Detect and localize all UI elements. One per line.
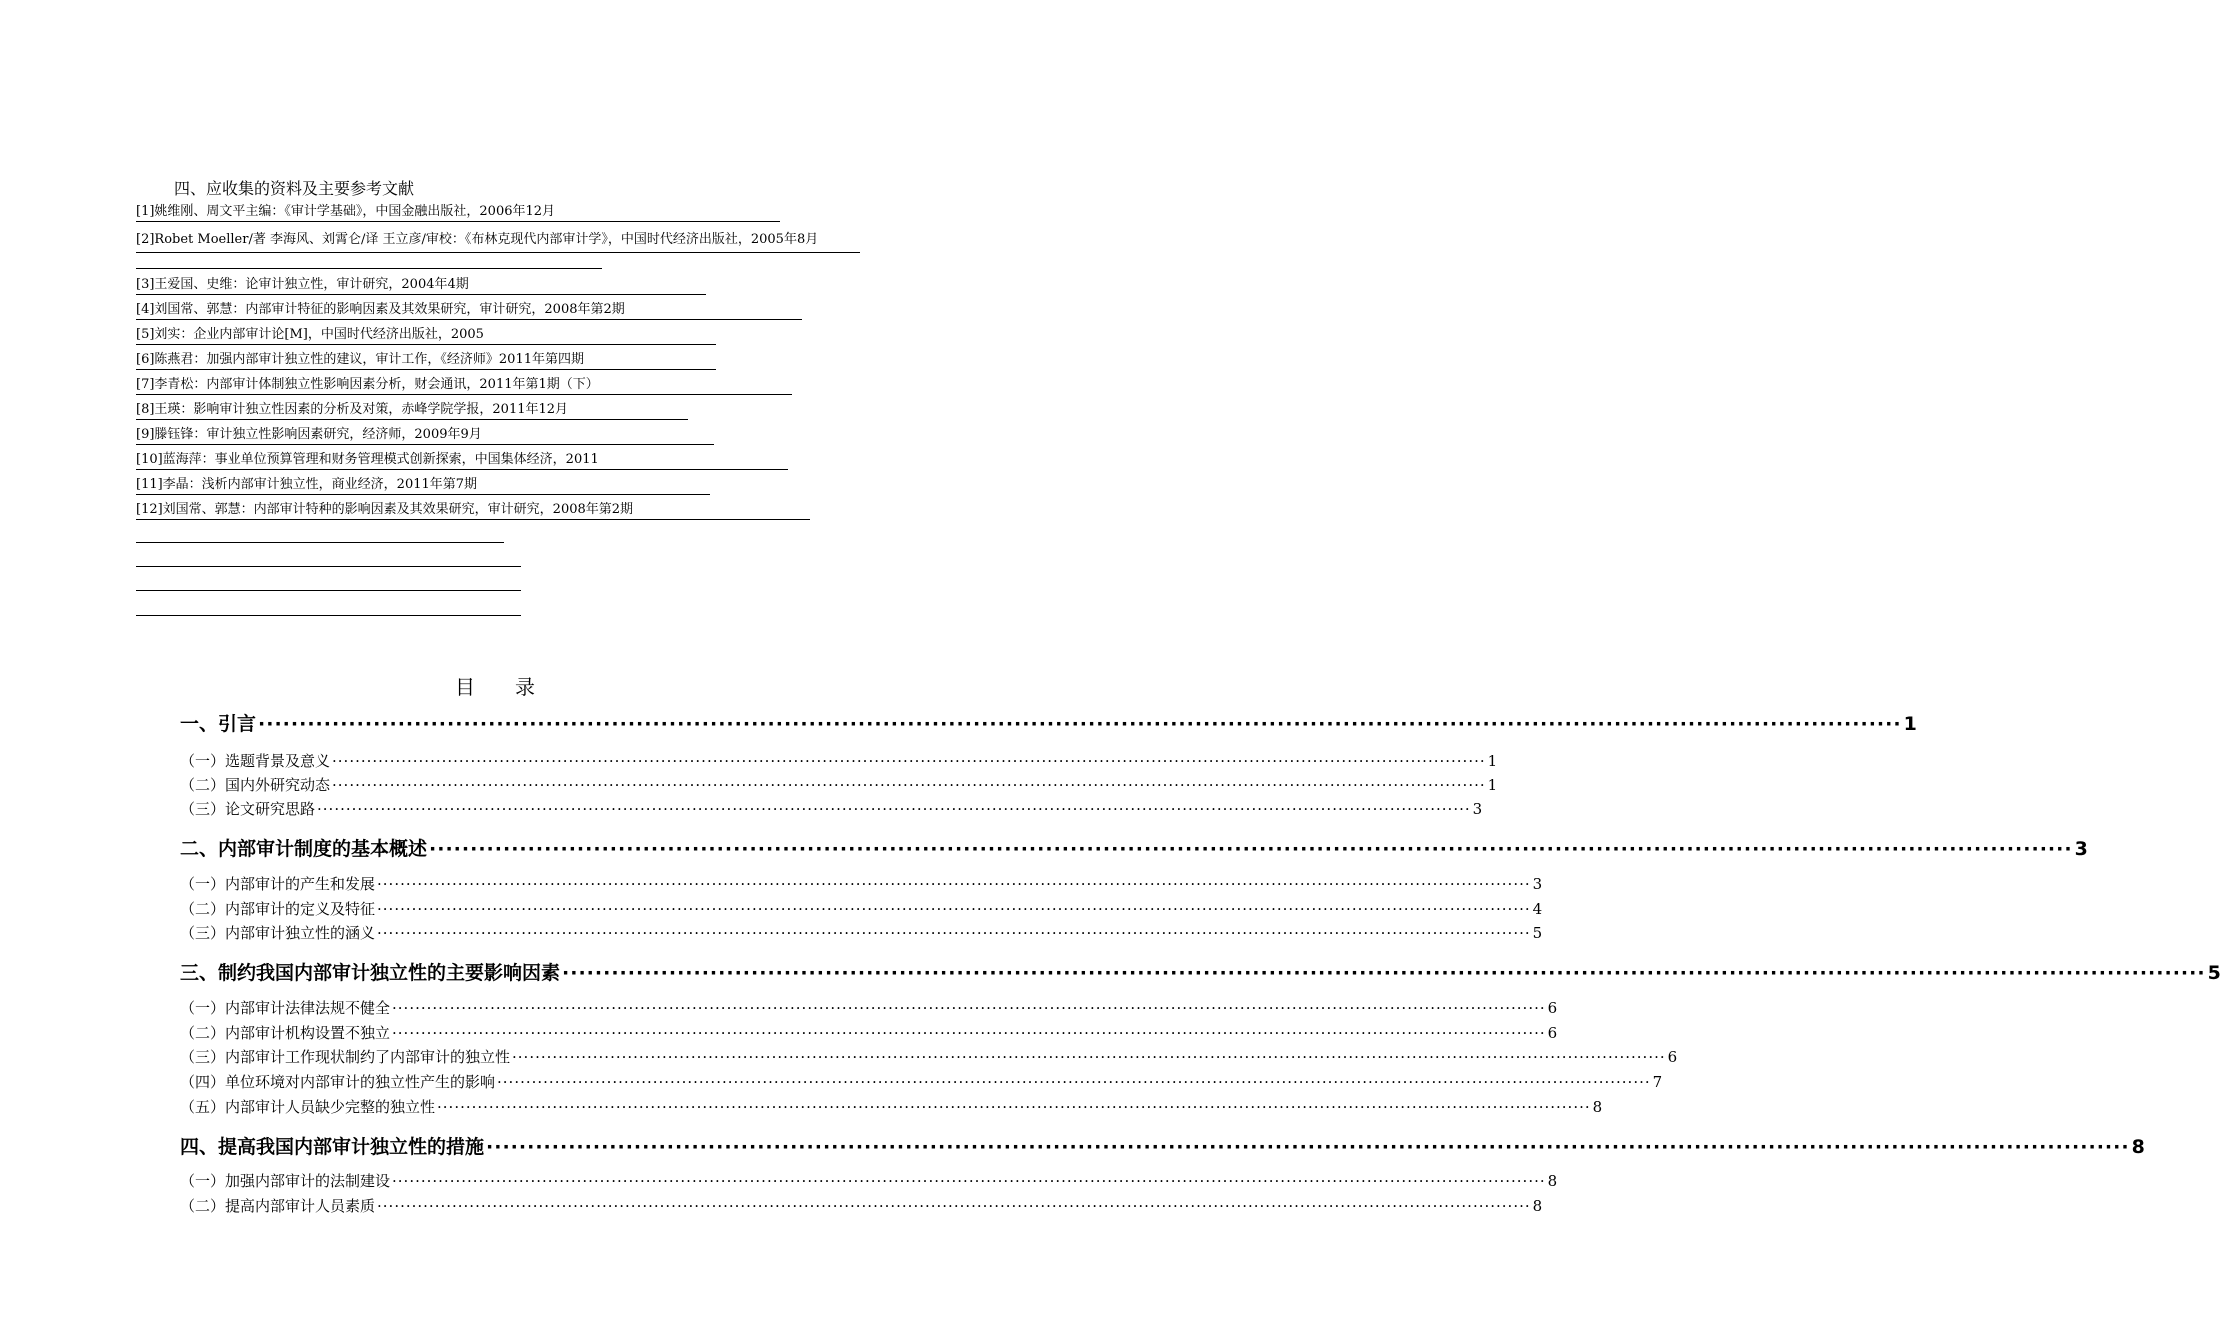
toc-item [180,922,1543,943]
toc-page-number: 1 [1487,776,1498,794]
toc-page-number: 6 [1667,1048,1678,1066]
toc-item-title: （二）内部审计的定义及特征 [180,900,376,918]
toc-item [180,1195,1543,1216]
toc-leader: ········································································································································································································ [258,713,1902,735]
reference-underline [136,268,602,269]
toc-leader: ········································································································································································································ [512,1048,1666,1066]
toc-leader: ········································································································································································································ [317,800,1471,818]
toc-leader: ········································································································································································································ [392,1024,1546,1042]
blank-line [136,615,521,616]
reference-item: [1]姚维刚、周文平主编：《审计学基础》，中国金融出版社，2006年12月 [136,204,780,222]
toc-item [180,898,1543,919]
toc-page-number: 8 [2131,1136,2145,1158]
toc-item-title: （三）内部审计工作现状制约了内部审计的独立性 [180,1048,511,1066]
reference-item: [8]王瑛：影响审计独立性因素的分析及对策，赤峰学院学报，2011年12月 [136,402,688,420]
toc-item [180,1096,1603,1117]
toc-section-title: 三、制约我国内部审计独立性的主要影响因素 [180,962,561,984]
toc-leader: ········································································································································································································ [437,1098,1591,1116]
toc-section [180,834,2088,861]
toc-page-number: 1 [1903,713,1917,735]
toc-leader: ········································································································································································································ [377,900,1531,918]
toc-item-title: （二）国内外研究动态 [180,776,331,794]
toc-item [180,774,1498,795]
toc-leader: ········································································································································································································ [377,924,1531,942]
toc-page-number: 8 [1592,1098,1603,1116]
toc-section [180,958,2221,985]
toc-item [180,1170,1558,1191]
toc-section [180,1132,2145,1159]
toc-item-title: （四）单位环境对内部审计的独立性产生的影响 [180,1073,496,1091]
toc-leader: ········································································································································································································ [377,1197,1531,1215]
toc-section-title: 一、引言 [180,713,257,735]
toc-page-number: 6 [1547,999,1558,1017]
toc-page-number: 7 [1652,1073,1663,1091]
reference-item: [2]Robet Moeller/著 李海风、刘霄仑/译 王立彦/审校：《布林克现代内部审计学》，中国时代经济出版社，2005年8月 [136,228,860,253]
toc-page-number: 3 [2074,838,2088,860]
section-title: 四、应收集的资料及主要参考文献 [174,179,415,198]
toc-leader: ········································································································································································································ [377,875,1531,893]
toc-item [180,1022,1558,1043]
toc-page-number: 4 [1532,900,1543,918]
toc-item-title: （二）提高内部审计人员素质 [180,1197,376,1215]
toc-leader: ········································································································································································································ [332,776,1486,794]
toc-leader: ········································································································································································································ [392,999,1546,1017]
toc-leader: ········································································································································································································ [562,962,2206,984]
toc-leader: ········································································································································································································ [429,838,2073,860]
toc-page-number: 6 [1547,1024,1558,1042]
blank-line [136,542,504,543]
toc-item-title: （三）内部审计独立性的涵义 [180,924,376,942]
toc-leader: ········································································································································································································ [497,1073,1651,1091]
toc-section [180,709,1917,736]
blank-line [136,566,521,567]
toc-item-title: （一）加强内部审计的法制建设 [180,1172,391,1190]
toc-item [180,750,1498,771]
toc-item [180,1071,1663,1092]
toc-page-number: 8 [1547,1172,1558,1190]
toc-item [180,997,1558,1018]
toc-section-title: 二、内部审计制度的基本概述 [180,838,428,860]
toc-page-number: 1 [1487,752,1498,770]
toc-section-title: 四、提高我国内部审计独立性的措施 [180,1136,485,1158]
toc-item [180,1046,1678,1067]
reference-item: [5]刘实：企业内部审计论[M]，中国时代经济出版社，2005 [136,327,716,345]
toc-leader: ········································································································································································································ [392,1172,1546,1190]
toc-item [180,873,1543,894]
reference-item: [9]滕钰锋：审计独立性影响因素研究，经济师，2009年9月 [136,427,714,445]
toc-page-number: 3 [1472,800,1483,818]
toc-item-title: （一）内部审计法律法规不健全 [180,999,391,1017]
toc-item-title: （三）论文研究思路 [180,800,316,818]
toc-leader: ········································································································································································································ [486,1136,2130,1158]
toc-page-number: 8 [1532,1197,1543,1215]
toc-item-title: （五）内部审计人员缺少完整的独立性 [180,1098,436,1116]
reference-item: [6]陈燕君：加强内部审计独立性的建议，审计工作，《经济师》2011年第四期 [136,352,716,370]
toc-heading: 目录 [455,675,575,699]
toc-item-title: （二）内部审计机构设置不独立 [180,1024,391,1042]
toc-leader: ········································································································································································································ [332,752,1486,770]
reference-item: [7]李青松：内部审计体制独立性影响因素分析，财会通讯，2011年第1期（下） [136,377,792,395]
toc-page-number: 5 [2207,962,2221,984]
reference-item: [12]刘国常、郭慧：内部审计特种的影响因素及其效果研究，审计研究，2008年第2期 [136,502,810,520]
toc-item [180,798,1483,819]
toc-page-number: 5 [1532,924,1543,942]
blank-line [136,590,521,591]
reference-item: [4]刘国常、郭慧：内部审计特征的影响因素及其效果研究，审计研究，2008年第2期 [136,302,802,320]
toc-item-title: （一）选题背景及意义 [180,752,331,770]
reference-item: [11]李晶：浅析内部审计独立性，商业经济，2011年第7期 [136,477,710,495]
reference-item: [3]王爱国、史维：论审计独立性，审计研究，2004年4期 [136,277,706,295]
reference-item: [10]蓝海萍：事业单位预算管理和财务管理模式创新探索，中国集体经济，2011 [136,452,788,470]
toc-item-title: （一）内部审计的产生和发展 [180,875,376,893]
toc-page-number: 3 [1532,875,1543,893]
